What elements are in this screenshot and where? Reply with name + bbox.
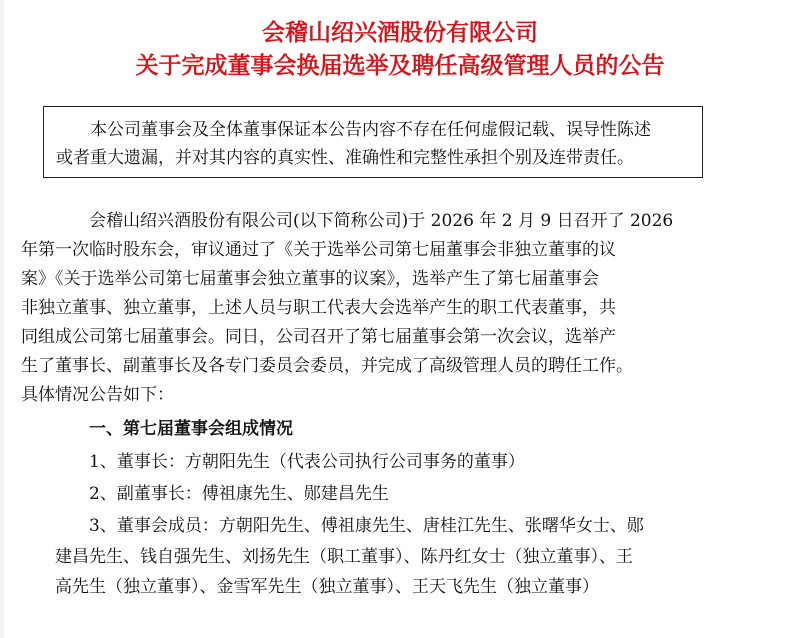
intro-line: 具体情况公告如下： <box>21 385 174 405</box>
announcement-title: 关于完成董事会换届选举及聘任高级管理人员的公告 <box>135 53 665 79</box>
intro-line: 年第一次临时股东会，审议通过了《关于选举公司第七届董事会非独立董事的议 <box>21 240 616 260</box>
disclaimer-line: 或者重大遗漏，并对其内容的真实性、准确性和完整性承担个别及连带责任。 <box>56 148 634 168</box>
company-title: 会稽山绍兴酒股份有限公司 <box>262 20 538 46</box>
board-members-line: 建昌先生、钱自强先生、刘扬先生（职工董事）、陈丹红女士（独立董事）、王 <box>55 547 633 567</box>
disclaimer-box <box>43 106 703 178</box>
intro-paragraph <box>21 207 715 410</box>
board-members-item: 3、董事会成员：方朝阳先生、傅祖康先生、唐桂江先生、张曙华女士、郧 <box>89 516 644 536</box>
announcement-body <box>21 207 715 602</box>
intro-line: 同组成公司第七届董事会。同日，公司召开了第七届董事会第一次会议，选举产 <box>21 327 616 347</box>
disclaimer-line: 本公司董事会及全体董事保证本公告内容不存在任何虚假记载、误导性陈述 <box>90 120 651 140</box>
intro-line: 会稽山绍兴酒股份有限公司(以下简称公司)于 2026 年 2 月 9 日召开了 2026 <box>89 211 674 231</box>
intro-line: 案》《关于选举公司第七届董事会独立董事的议案》，选举产生了第七届董事会 <box>21 269 599 289</box>
section-heading: 一、第七届董事会组成情况 <box>89 419 293 439</box>
board-members-line: 高先生（独立董事）、金雪军先生（独立董事）、王天飞先生（独立董事） <box>55 577 599 597</box>
intro-line: 生了董事长、副董事长及各专门委员会委员，并完成了高级管理人员的聘任工作。 <box>21 356 633 376</box>
page-edge <box>0 0 4 638</box>
intro-line: 非独立董事、独立董事，上述人员与职工代表大会选举产生的职工代表董事，共 <box>21 298 616 318</box>
chairman-item: 1、董事长：方朝阳先生（代表公司执行公司事务的董事） <box>89 452 525 472</box>
vice-chairman-item: 2、副董事长：傅祖康先生、郧建昌先生 <box>89 484 389 504</box>
